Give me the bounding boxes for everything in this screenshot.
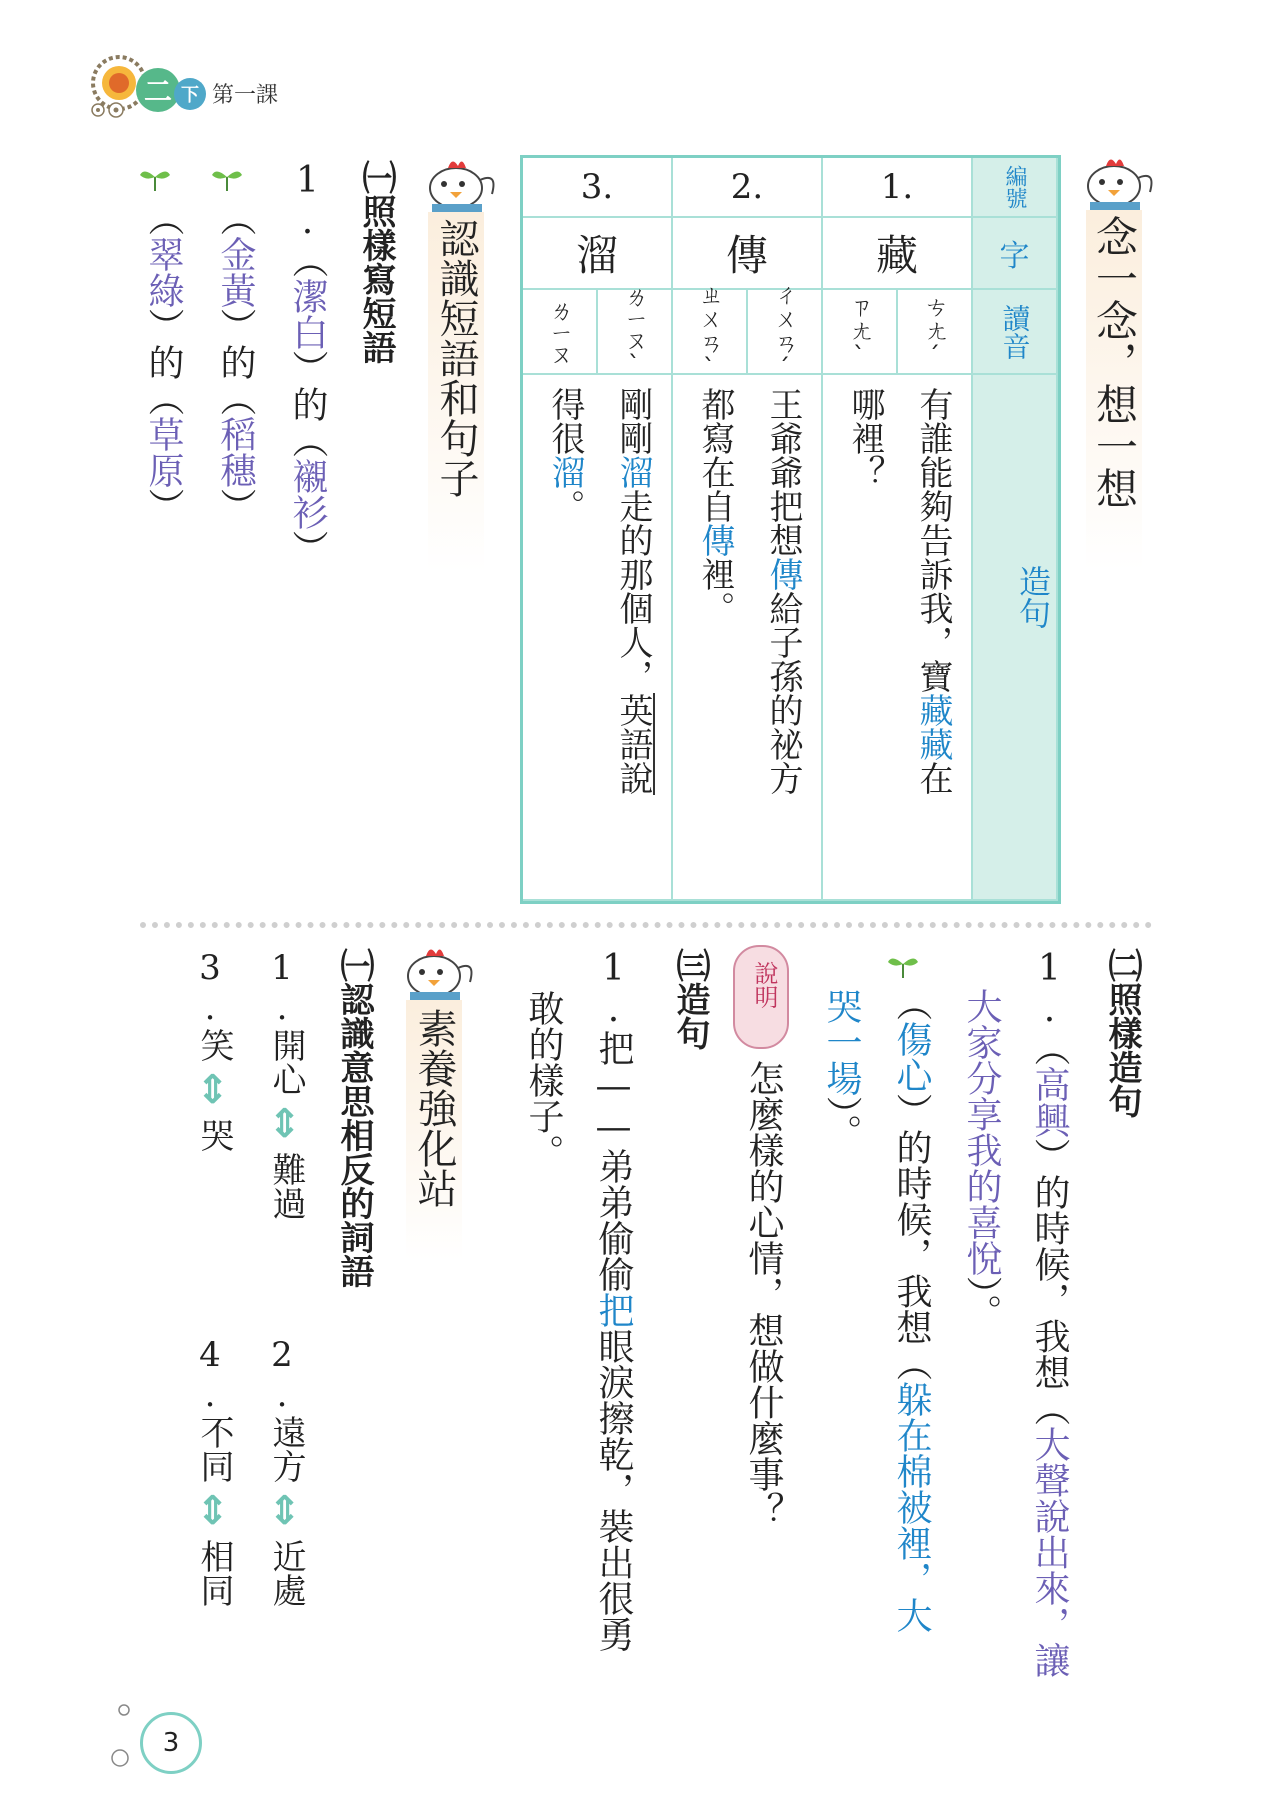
row2-line2b: 裡。 <box>695 557 735 625</box>
example-2-line2: 哭一場）。 <box>821 988 862 1150</box>
two-way-arrow-icon: ⇕ <box>268 1101 302 1147</box>
row3-reading-2: ㄌㄧㄡ <box>523 290 598 375</box>
sprout-icon <box>886 952 920 978</box>
row1-line1b: 在 <box>913 761 953 795</box>
antonym-title: ㈠認識意思相反的詞語 <box>334 948 374 1288</box>
sprout-icon <box>138 165 172 191</box>
example-3-line2: 敢的樣子。 <box>523 990 564 1170</box>
antonym-pair-3: 3. 笑 ⇕ 哭 <box>190 948 240 1198</box>
row3-reading-1: ㄌㄧㄡˋ <box>598 290 673 375</box>
explain-badge <box>733 945 789 1049</box>
grade-badge: 二 <box>136 68 180 112</box>
chicken-icon <box>1080 148 1160 212</box>
row2-char: 傳 <box>673 218 823 290</box>
row1-sentence <box>823 375 973 901</box>
row2-reading-1: ㄔㄨㄢˊ <box>748 290 823 375</box>
row3-line1c: 英語說 <box>613 693 653 795</box>
phrase-3: （翠綠）的（草原） <box>143 200 184 524</box>
lesson-title: 第一課 <box>212 83 279 108</box>
row1-char: 藏 <box>823 218 973 290</box>
row3-line1b: 走的那個人， <box>613 489 653 693</box>
row3-line2a: 得很 <box>545 387 585 455</box>
row2-line2a: 都寫在自 <box>695 387 735 523</box>
two-way-arrow-icon: ⇕ <box>268 1488 302 1534</box>
sub1-title: ㈠照樣寫短語 <box>356 160 396 364</box>
sub2-title: ㈡照樣造句 <box>1102 948 1142 1118</box>
chicken-icon-2 <box>422 150 502 214</box>
row3-line2hl: 溜 <box>545 455 585 489</box>
row1-hl2: 藏 <box>913 727 953 761</box>
term-badge: 下 <box>174 78 206 110</box>
phrase-1: 1.（潔白）的（襯衫） <box>287 160 328 566</box>
row1-line2: 哪裡？ <box>845 387 885 489</box>
chicken-icon-3 <box>400 938 480 1002</box>
row3-line1a: 剛剛 <box>613 387 653 455</box>
header-number: 編號 <box>973 158 1058 218</box>
antonym-pair-2: 2. 遠方 ⇕ 近處 <box>262 1335 312 1585</box>
section-think-title: 念一念，想一想 <box>1090 215 1139 509</box>
header <box>88 52 308 122</box>
section-literacy-title: 素養強化站 <box>411 1008 457 1208</box>
page-number-circle <box>140 1712 202 1774</box>
row3-sentence <box>523 375 673 901</box>
explain-text: 怎麼樣的心情，想做什麼事？ <box>743 1060 784 1528</box>
row2-line2hl: 傳 <box>695 523 735 557</box>
phrase-2: （金黃）的（稻穗） <box>215 200 256 524</box>
row2-line1b: 給子孫的祕方 <box>763 591 803 795</box>
two-way-arrow-icon: ⇕ <box>196 1488 230 1534</box>
antonym-pair-1: 1. 開心 ⇕ 難過 <box>262 948 312 1198</box>
row2-sentence <box>673 375 823 901</box>
header-char: 字 <box>973 218 1058 290</box>
page-number: 3 <box>162 1728 180 1758</box>
row2-reading-2: ㄓㄨㄢˋ <box>673 290 748 375</box>
header-reading: 讀音 <box>973 290 1058 375</box>
two-way-arrow-icon: ⇕ <box>196 1067 230 1113</box>
sprout-icon <box>210 165 244 191</box>
example-1-line2: 大家分享我的喜悅）。 <box>961 988 1002 1330</box>
row1-number: 1. <box>823 158 973 218</box>
row3-number: 3. <box>523 158 673 218</box>
row2-line1a: 王爺爺把想 <box>763 387 803 557</box>
example-3-line1: 1.把——弟弟偷偷把眼淚擦乾，裝出很勇 <box>593 948 634 1652</box>
section-recognize-title: 認識短語和句子 <box>433 218 479 498</box>
explain-label: 說明 <box>750 961 778 1009</box>
row3-line1hl: 溜 <box>613 455 653 489</box>
example-2-line1: （傷心）的時候，我想（躲在棉被裡，大 <box>891 985 932 1633</box>
row2-number: 2. <box>673 158 823 218</box>
row3-char: 溜 <box>523 218 673 290</box>
row1-reading-2: ㄘㄤˊ <box>898 290 973 375</box>
row1-hl1: 藏 <box>913 693 953 727</box>
header-sentence: 造句 <box>973 375 1058 901</box>
row1-line1: 有誰能夠告訴我，寶 <box>913 387 953 693</box>
antonym-pair-4: 4. 不同 ⇕ 相同 <box>190 1335 240 1585</box>
example-1-line1: 1.（高興）的時候，我想（大聲說出來，讓 <box>1029 948 1070 1678</box>
sub3-title: ㈢造句 <box>670 948 710 1050</box>
row2-line1hl: 傳 <box>763 557 803 591</box>
section-divider <box>140 922 1152 928</box>
flower-icon <box>90 98 130 122</box>
character-table <box>520 155 1061 904</box>
row3-line2b: 。 <box>545 489 585 523</box>
row1-reading-1: ㄗㄤˋ <box>823 290 898 375</box>
